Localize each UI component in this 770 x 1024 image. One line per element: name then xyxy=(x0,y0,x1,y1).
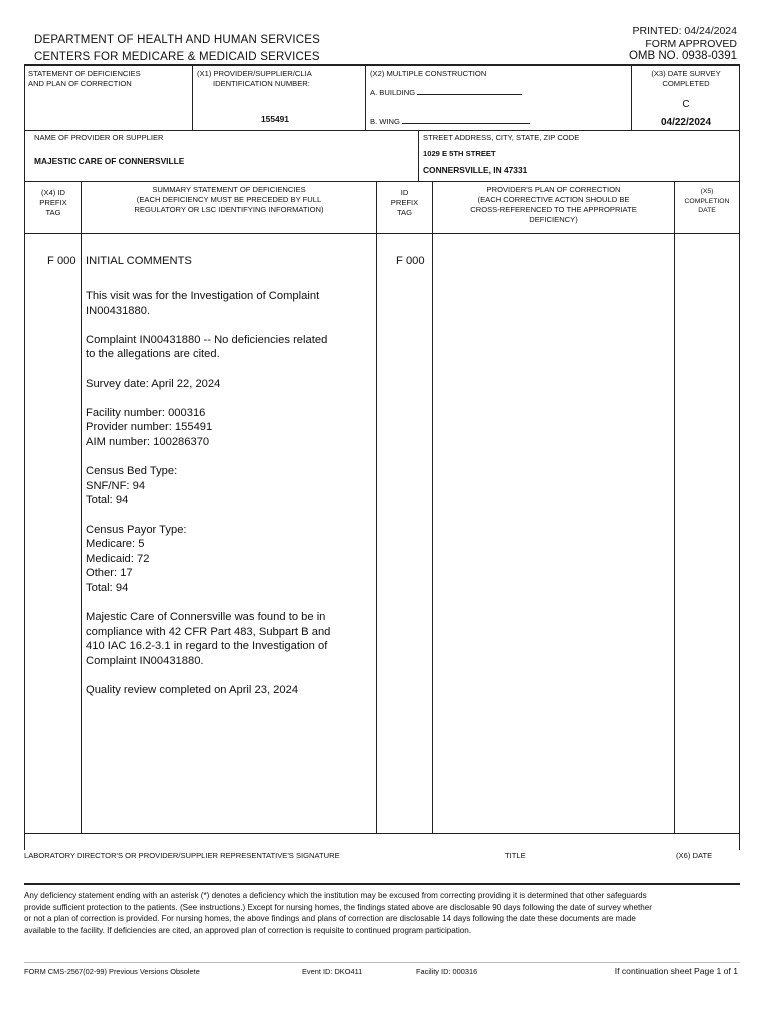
date-label: (X6) DATE xyxy=(676,851,713,860)
summary-header-1: SUMMARY STATEMENT OF DEFICIENCIES xyxy=(152,185,306,194)
plan-header-4: DEFICIENCY) xyxy=(529,215,578,224)
x3-label-2: COMPLETED xyxy=(662,79,710,88)
building-field xyxy=(370,85,522,98)
x5-header-1: (X5) xyxy=(700,188,714,195)
box-divider-4 xyxy=(418,130,419,181)
survey-completed-date: 04/22/2024 xyxy=(660,117,712,128)
continuation-page: If continuation sheet Page 1 of 1 xyxy=(614,966,738,976)
col-divider-1 xyxy=(81,181,82,833)
provider-name: MAJESTIC CARE OF CONNERSVILLE xyxy=(34,156,185,166)
title-label: TITLE xyxy=(505,851,526,860)
frame-right-line xyxy=(739,64,740,850)
box-divider-1 xyxy=(192,64,193,130)
signature-label: LABORATORY DIRECTOR'S OR PROVIDER/SUPPLIER REPRESENTATIVE'S SIGNATURE xyxy=(24,851,340,860)
tag-prefix-left: F 000 xyxy=(47,255,76,267)
summary-header xyxy=(82,185,376,215)
id-header-3: TAG xyxy=(396,208,413,217)
entry-body xyxy=(86,289,372,712)
department-name: DEPARTMENT OF HEALTH AND HUMAN SERVICES xyxy=(34,34,320,46)
disclaimer-text: Any deficiency statement ending with an asterisk (*) denotes a deficiency which the institution may be excused from correcting providing it is determined that other safeguards provide sufficient protection to the patients. (See instructions.) Except for nursing homes, the findings stated above are disclosable 90 days following the date of survey whether or not a plan of correction is provided. For nursing homes, the above findings and plans of correction are disclosable 14 days following the date these documents are made available to the facility. If deficiencies are cited, an approved plan of correction is requisite to continued program participation. xyxy=(24,891,652,935)
x5-header xyxy=(675,187,739,216)
col-divider-2 xyxy=(376,181,377,833)
x4-header-2: PREFIX xyxy=(39,198,67,207)
entry-paragraph: Majestic Care of Connersville was found to be in compliance with 42 CFR Part 483, Subpart B and 410 IAC 16.2-3.1 in regard to the Investigation of Complaint IN00431880. xyxy=(86,611,331,667)
entry-heading: INITIAL COMMENTS xyxy=(86,255,192,267)
entry-paragraph: Census Payor Type: Medicare: 5 Medicaid: 72 Other: 17 Total: 94 xyxy=(86,523,187,594)
address-street: 1029 E 5TH STREET xyxy=(423,149,496,158)
frame-line-4 xyxy=(24,233,740,234)
col-divider-3 xyxy=(432,181,433,833)
tag-prefix-right: F 000 xyxy=(396,255,425,267)
entry-paragraph: Complaint IN00431880 -- No deficiencies related to the allegations are cited. xyxy=(86,333,328,361)
address-city: CONNERSVILLE, IN 47331 xyxy=(423,165,528,175)
agency-name: CENTERS FOR MEDICARE & MEDICAID SERVICES xyxy=(34,51,320,63)
table-bottom-line xyxy=(24,833,740,834)
event-id: Event ID: DKO411 xyxy=(302,967,363,976)
x5-header-3: DATE xyxy=(698,207,716,214)
wing-label: B. WING xyxy=(370,117,400,126)
form-approved: FORM APPROVED xyxy=(645,38,737,50)
plan-header-3: CROSS-REFERENCED TO THE APPROPRIATE xyxy=(470,205,637,214)
building-blank xyxy=(417,85,522,95)
frame-line-3 xyxy=(24,181,740,182)
statement-label-1: STATEMENT OF DEFICIENCIES xyxy=(28,69,141,78)
provider-name-label: NAME OF PROVIDER OR SUPPLIER xyxy=(34,133,164,142)
facility-id: Facility ID: 000316 xyxy=(416,967,478,976)
x1-label-2: IDENTIFICATION NUMBER: xyxy=(213,79,310,88)
frame-left-line xyxy=(24,64,25,850)
signature-bottom-line xyxy=(24,883,740,885)
footer-line xyxy=(24,962,740,963)
frame-line-2 xyxy=(24,130,740,131)
plan-header xyxy=(433,185,674,225)
x4-header-3: TAG xyxy=(45,208,61,217)
x4-header-1: (X4) ID xyxy=(40,188,66,197)
x2-label: (X2) MULTIPLE CONSTRUCTION xyxy=(370,69,487,78)
wing-field xyxy=(370,114,530,127)
survey-code: C xyxy=(682,99,690,110)
form-number: FORM CMS-2567(02-99) Previous Versions Obsolete xyxy=(24,967,200,976)
plan-header-1: PROVIDER'S PLAN OF CORRECTION xyxy=(486,185,621,194)
entry-paragraph: Facility number: 000316 Provider number: 155491 AIM number: 100286370 xyxy=(86,406,213,448)
summary-header-2: (EACH DEFICIENCY MUST BE PRECEDED BY FULL xyxy=(136,195,322,204)
box-divider-2 xyxy=(365,64,366,130)
entry-paragraph: Census Bed Type: SNF/NF: 94 Total: 94 xyxy=(86,465,178,507)
entry-paragraph: This visit was for the Investigation of Complaint IN00431880. xyxy=(86,290,320,317)
id-header-1: ID xyxy=(400,188,409,197)
x5-header-2: COMPLETION xyxy=(684,197,730,205)
statement-label-2: AND PLAN OF CORRECTION xyxy=(28,79,132,88)
plan-header-2: (EACH CORRECTIVE ACTION SHOULD BE xyxy=(477,195,630,204)
entry-paragraph: Quality review completed on April 23, 2024 xyxy=(86,684,299,697)
entry-paragraph: Survey date: April 22, 2024 xyxy=(86,377,221,390)
x3-label-1: (X3) DATE SURVEY xyxy=(651,69,721,78)
omb-number: OMB NO. 0938-0391 xyxy=(628,50,737,62)
x4-header xyxy=(25,188,81,218)
id-header-2: PREFIX xyxy=(390,198,419,207)
summary-header-3: REGULATORY OR LSC IDENTIFYING INFORMATION) xyxy=(134,205,324,214)
x1-label-1: (X1) PROVIDER/SUPPLIER/CLIA xyxy=(197,69,312,78)
printed-date: PRINTED: 04/24/2024 xyxy=(632,25,737,37)
address-label: STREET ADDRESS, CITY, STATE, ZIP CODE xyxy=(423,133,580,142)
frame-top-line xyxy=(24,64,740,66)
wing-blank xyxy=(402,114,530,124)
id-header xyxy=(377,188,432,218)
col-divider-4 xyxy=(674,181,675,833)
building-label: A. BUILDING xyxy=(370,88,416,97)
provider-number: 155491 xyxy=(261,114,289,124)
